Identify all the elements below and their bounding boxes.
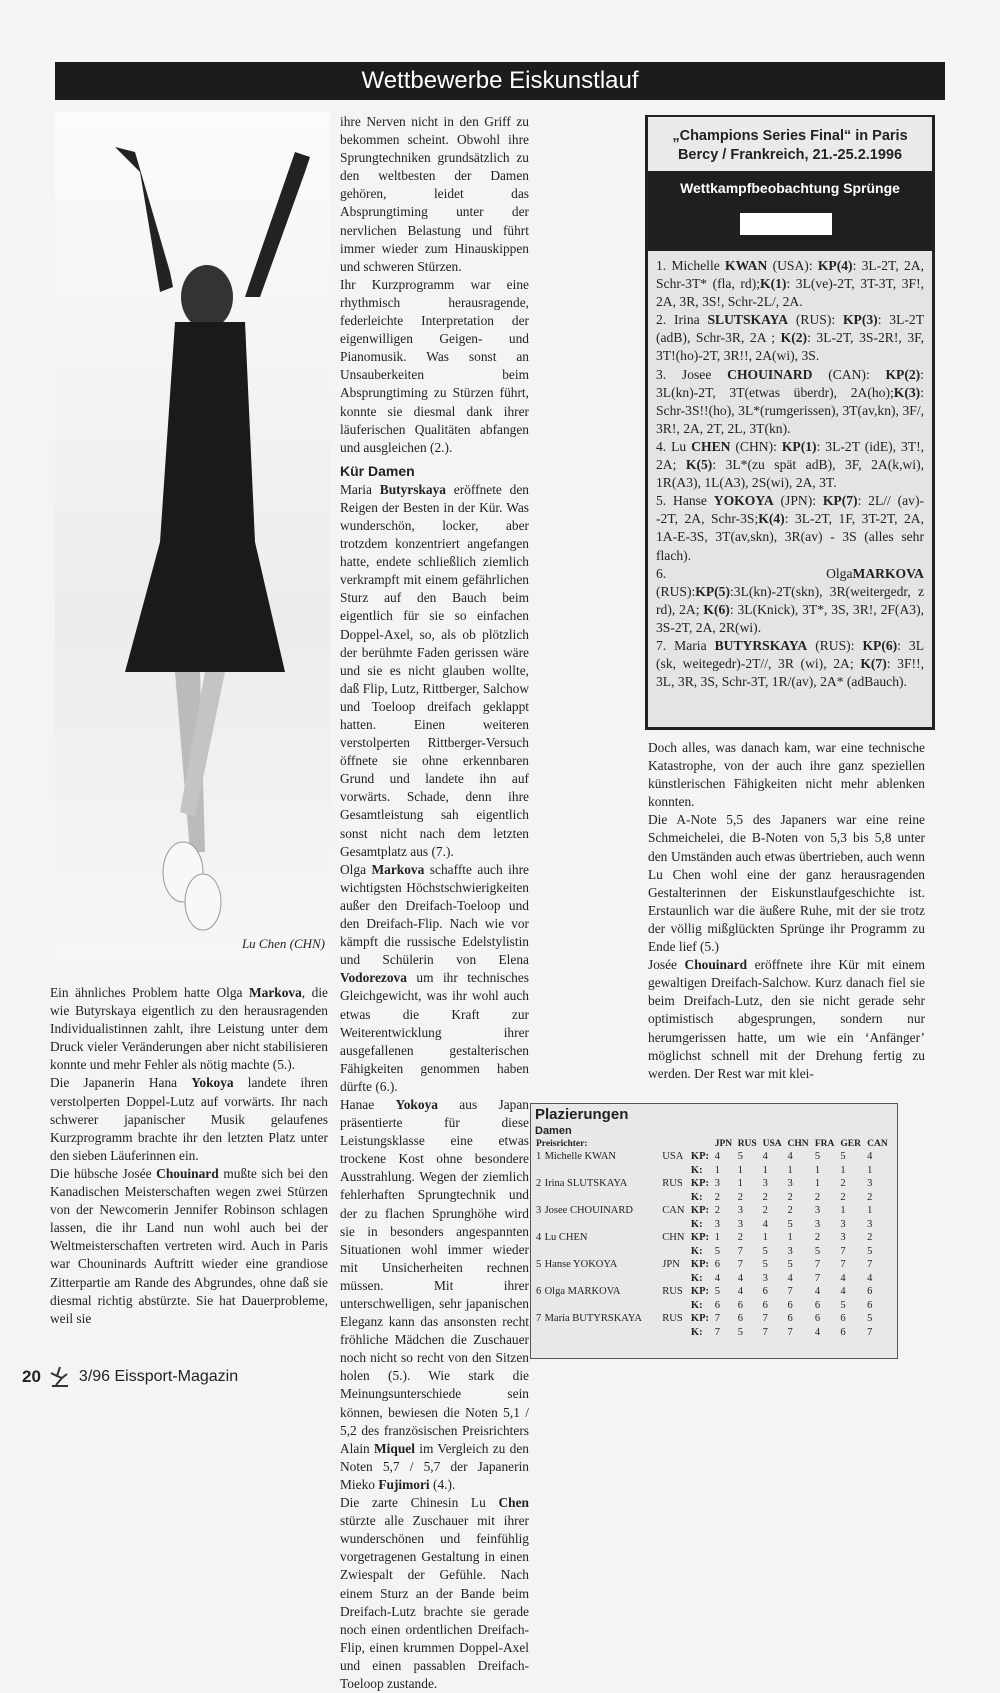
placement-cell: 7: [814, 1259, 821, 1270]
paragraph: [656, 366, 924, 438]
text-run: : 3F!!, 3L, 3R, 3S, Schr-3T, 1R/(av), 2A* (adBauch).: [656, 656, 924, 690]
text-run: Maria: [340, 481, 380, 497]
placement-cell: 5: [840, 1299, 846, 1311]
text-run: im Vergleich zu den Noten 5,7 / 5,7 der Japanerin Mieko: [340, 1440, 529, 1492]
segment-label: KP:: [690, 1286, 709, 1297]
bold-name: KP(5): [695, 583, 731, 599]
bold-name: K(7): [860, 656, 887, 672]
placement-cell: 7: [762, 1313, 768, 1324]
nation-cell: RUS: [662, 1286, 683, 1297]
table-row: [535, 1299, 893, 1313]
segment-label: KP:: [690, 1151, 709, 1162]
placement-cell: 6: [737, 1313, 743, 1324]
paragraph: [656, 492, 924, 564]
rank-cell: 5: [536, 1259, 542, 1270]
table-row: [535, 1326, 893, 1340]
photo-caption: Lu Chen (CHN): [241, 936, 325, 951]
placement-cell: 7: [714, 1313, 720, 1324]
empty-cell: [535, 1218, 690, 1232]
bold-name: KP(1): [781, 438, 817, 454]
rank-cell: 7: [536, 1313, 542, 1324]
segment-label: K:: [690, 1272, 703, 1284]
placement-cell: 3: [840, 1218, 846, 1230]
placement-cell: 2: [867, 1232, 873, 1243]
placement-cell: 1: [787, 1164, 793, 1176]
nation-cell: RUS: [662, 1313, 683, 1324]
placement-cell: 1: [714, 1232, 720, 1243]
placement-cell: 7: [787, 1326, 793, 1338]
placement-cell: 2: [787, 1191, 793, 1203]
bold-name: KP(3): [842, 312, 878, 328]
nation-cell: USA: [662, 1151, 684, 1162]
bold-name: MARKOVA: [852, 565, 924, 581]
placement-cell: 5: [814, 1151, 821, 1162]
table-row: [535, 1204, 893, 1218]
placement-cell: 6: [814, 1313, 821, 1324]
jump-observation-box: [645, 115, 935, 730]
judge-header: RUS: [737, 1139, 757, 1149]
text-run: Ein ähnliches Problem hatte Olga: [50, 985, 249, 1000]
placement-cell: 2: [762, 1205, 768, 1216]
paragraph: [340, 1096, 529, 1494]
placement-cell: 4: [714, 1151, 720, 1162]
text-run: (USA):: [767, 258, 818, 273]
rank-cell: 6: [536, 1286, 542, 1297]
segment-label: K:: [690, 1164, 703, 1176]
bold-name: KP(4): [817, 258, 853, 273]
placement-cell: 1: [867, 1205, 873, 1216]
placement-cell: 1: [787, 1232, 793, 1243]
paragraph: [648, 811, 925, 956]
placement-cell: 5: [714, 1245, 720, 1257]
text-run: : 2L// (av)--2T, 2A, Schr-3S;: [656, 493, 925, 527]
page-number: 20: [22, 1367, 41, 1386]
skater-name-cell: Maria BUTYRSKAYA: [544, 1313, 642, 1324]
segment-label: K:: [690, 1191, 703, 1203]
placement-cell: 5: [867, 1313, 873, 1324]
placement-cell: 4: [840, 1272, 846, 1284]
placement-cell: 7: [737, 1259, 743, 1270]
placement-cell: 6: [787, 1313, 793, 1324]
paragraph: [340, 276, 529, 457]
placement-cell: 6: [867, 1299, 873, 1311]
placement-cell: 3: [840, 1232, 846, 1243]
judge-header: CHN: [787, 1139, 809, 1149]
placement-cell: 3: [762, 1272, 768, 1284]
placement-cell: 6: [840, 1313, 846, 1324]
judge-header: CAN: [867, 1139, 888, 1149]
placement-cell: 5: [737, 1151, 743, 1162]
text-run: : 3L-2T, 2A, Schr-3T* (fla, rd);: [656, 258, 924, 292]
placement-cell: 2: [714, 1205, 720, 1216]
placement-cell: 4: [814, 1326, 821, 1338]
text-run: 4. Lu: [656, 438, 692, 454]
text-run: (4.).: [429, 1476, 456, 1492]
placement-cell: 5: [787, 1259, 793, 1270]
text-run: : 3L(ve)-2T, 3T-3T, 3F!, 2A, 3R, 3S!, Schr-2L/, 2A.: [656, 276, 924, 310]
bold-name: Markova: [248, 985, 302, 1000]
table-row: [535, 1245, 893, 1259]
text-run: : 3L*(zu spät adB), 3F, 2A(k,wi), 1R(A3), 1L(A3), 2S(wi), 2A, 3T.: [656, 457, 924, 491]
empty-cell: [535, 1245, 690, 1259]
placements-subtitle: Damen: [535, 1125, 572, 1137]
placement-cell: 1: [762, 1164, 768, 1176]
empty-cell: [535, 1191, 690, 1205]
rank-cell: 2: [536, 1178, 542, 1189]
rank-cell: 1: [536, 1151, 542, 1162]
bold-name: K(3): [893, 384, 921, 400]
placement-cell: 5: [840, 1151, 846, 1162]
judge-header: USA: [762, 1139, 782, 1149]
bold-name: CHEN: [691, 438, 731, 454]
table-row: [535, 1272, 893, 1286]
text-run: (RUS):: [788, 312, 843, 328]
table-row: [535, 1258, 893, 1272]
bold-name: SLUTSKAYA: [707, 312, 789, 328]
placement-cell: 7: [787, 1286, 793, 1297]
section-header: [55, 62, 945, 100]
bold-name: Fujimori: [378, 1476, 430, 1492]
segment-label: KP:: [690, 1313, 709, 1324]
placement-cell: 3: [737, 1218, 743, 1230]
placement-cell: 4: [737, 1286, 743, 1297]
middle-column: [340, 113, 529, 1693]
placement-cell: 7: [814, 1272, 821, 1284]
text-run: 2. Irina: [656, 312, 708, 328]
bold-name: Vodorezova: [340, 970, 407, 986]
nation-cell: RUS: [662, 1178, 683, 1189]
text-run: schaffte auch ihre wichtigsten Höchstschwierigkeiten außer den Dreifach-Toeloop und den Dreifach-Flip. Nach wie vor kämpft die russische Edelstylistin und Schülerin von Elena: [340, 861, 529, 968]
placement-cell: 3: [787, 1178, 793, 1189]
paragraph: [648, 739, 925, 811]
bold-name: Yokoya: [395, 1096, 438, 1112]
placement-cell: 2: [762, 1191, 768, 1203]
bold-name: K(4): [758, 511, 785, 527]
placement-cell: 2: [737, 1232, 743, 1243]
placement-cell: 4: [814, 1286, 821, 1297]
paragraph: [50, 984, 328, 1074]
text-run: (RUS):: [656, 583, 696, 599]
placement-cell: 4: [714, 1272, 720, 1284]
paragraph: [340, 1494, 529, 1693]
segment-label: KP:: [690, 1178, 709, 1189]
text-run: : 3L-2T, 1F, 3T-2T, 2A, 1A-E-3S, 3T(av,skn), 3R(av) - 3S (alles sehr flach).: [656, 511, 924, 563]
text-run: : 3L-2T, 3S-2R!, 3F, 3T!(ho)-2T, 3R!!, 2A(wi), 3S.: [656, 330, 924, 364]
text-run: landete ihren verstolperten Doppel-Lutz auf vorwärts. Ihr nach schwerer japanischer Musik gelaufenes Kurzprogramm brachte ihr den letzten Platz unter den sieben Läuferinnen ein.: [50, 1075, 329, 1163]
text-run: Hanae: [340, 1096, 396, 1112]
bold-name: Chouinard: [684, 957, 748, 973]
bold-name: KP(7): [822, 493, 858, 509]
text-run: 1. Michelle: [656, 258, 726, 273]
placement-cell: 1: [840, 1164, 846, 1176]
placement-cell: 1: [840, 1205, 846, 1216]
left-column: [50, 984, 328, 1328]
placement-cell: 5: [814, 1245, 821, 1257]
text-run: :3L(kn)-2T(skn), 3R(weitergedr, z rd), 2A;: [656, 583, 924, 617]
placement-cell: 7: [737, 1245, 743, 1257]
text-run: eröffnete ihre Kür mit einem gewaltigen Dreifach-Salchow. Kurz danach fiel sie beim Dreifach-Lutz, den sie nicht gerade sehr optimistisch abgesprungen, sondern nur herumgerissen hatte, um wie ein ‘Anfänger’ möglichst schnell mit der Drehung fertig zu werden. Der Rest war mit klei-: [648, 957, 925, 1081]
skater-photo: [55, 112, 330, 960]
placement-cell: 6: [737, 1299, 743, 1311]
segment-label: KP:: [690, 1205, 709, 1216]
box-subtitle: Wettkampfbeobachtung Sprünge: [648, 171, 932, 205]
skater-name-cell: Lu CHEN: [544, 1232, 588, 1243]
bold-name: K(5): [685, 457, 713, 473]
text-run: (CAN):: [812, 366, 886, 382]
empty-cell: [535, 1164, 690, 1178]
placement-cell: 1: [814, 1164, 821, 1176]
bold-name: Butyrskaya: [379, 481, 446, 497]
text-run: eröffnete den Reigen der Besten in der Kür. Was wunderschön, locker, aber trotzdem konzentriert angefangen hatte, endete schließlich ziemlich verkrampft mit einem gefährlichen Sturz auf den Bauch beim eigentlich für sie so einfachen Doppel-Axel, so, als ob plötzlich der berühmte Faden gerissen wäre und sie es nicht glauben wollte, daß Flip, Lutz, Rittberger, Salchow und Toeloop dreifach geklappt hatten. Einen weiteren verstolperten Rittberger-Versuch öffnete sie ohne erkennbaren Grund und landete ihn auf vorwärts. Schade, denn ihre Gesamtleistung sah eigentlich sonst nicht nach dem letzten Gesamtplatz aus (7.).: [340, 481, 529, 859]
placement-cell: 6: [867, 1286, 873, 1297]
table-row: [535, 1191, 893, 1205]
placement-cell: 6: [787, 1299, 793, 1311]
placements-title: Plazierungen: [535, 1106, 629, 1123]
table-row: [535, 1164, 893, 1178]
paragraph: [648, 956, 925, 1083]
bold-name: YOKOYA: [713, 493, 774, 509]
paragraph: [656, 637, 924, 691]
table-row: [535, 1312, 893, 1326]
placement-cell: 3: [867, 1218, 873, 1230]
placement-cell: 2: [714, 1191, 720, 1203]
placement-cell: 3: [867, 1178, 873, 1189]
text-run: aus Japan präsentierte für diese Leistungsklasse eine etwas trockene Kost ohne besondere Ausstrahlung. Wegen der ziemlich fehlerhaften Sprungtechnik und der zu flachen Sprunghöhe wird sie in besonders angespannten Situationen wohl immer wieder mit Unsicherheiten rechnen müssen. Mit ihrer unterschwelligen, sehr japanischen Eleganz kann das ansonsten recht fröhliche Mädchen die Zuschauer noch nicht so recht von den Sitzen holen (5.). Wie stark die Meinungsunterschiede sein können, bewiesen die Noten 5,1 / 5,2 des französischen Preisrichters Alain: [340, 1096, 529, 1456]
skater-logo-icon: [47, 1364, 73, 1390]
text-run: Die Japanerin Hana: [50, 1075, 192, 1091]
text-run: , die wie Butyrskaya eigentlich zu den herausragenden Individualistinnen zahlt, ihre Leistung unter dem Druck vieler Veränderungen aber nicht stabilisieren konnte und mehr Fehler als nötig machte (5.).: [50, 985, 328, 1073]
empty-cell: [535, 1272, 690, 1286]
placement-cell: 4: [787, 1272, 793, 1284]
placement-cell: 1: [762, 1232, 768, 1243]
page-footer: [22, 1364, 238, 1390]
placement-cell: 2: [787, 1205, 793, 1216]
placement-cell: 4: [867, 1272, 873, 1284]
empty-cell: [535, 1299, 690, 1313]
placement-cell: 2: [840, 1178, 846, 1189]
bold-name: CHOUINARD: [727, 366, 813, 382]
nation-cell: JPN: [662, 1259, 680, 1270]
table-row: [535, 1285, 893, 1299]
segment-label: KP:: [690, 1232, 709, 1243]
placement-cell: 7: [867, 1259, 873, 1270]
placement-cell: 7: [762, 1326, 768, 1338]
rank-cell: 3: [536, 1205, 542, 1216]
segment-label: KP:: [690, 1259, 709, 1270]
placement-cell: 1: [737, 1164, 743, 1176]
text-run: um ihr technisches Gleichgewicht, was ihr wohl auch etwas die Kraft zur Weiterentwicklung ihrer ausgefallenen gestalterischen Fähigkeiten genommen haben dürfte (6.).: [340, 970, 529, 1094]
paragraph: [340, 481, 529, 861]
segment-label: K:: [690, 1245, 703, 1257]
placement-cell: 6: [714, 1259, 720, 1270]
paragraph: [340, 113, 529, 276]
placement-cell: 3: [787, 1245, 793, 1257]
bold-name: Chouinard: [156, 1165, 219, 1181]
placement-cell: 4: [787, 1151, 793, 1162]
placement-cell: 4: [867, 1151, 873, 1162]
placement-cell: 5: [737, 1326, 743, 1338]
judge-header: GER: [840, 1139, 861, 1149]
table-row: [535, 1150, 893, 1164]
table-row: [535, 1218, 893, 1232]
placement-cell: 3: [762, 1178, 768, 1189]
paragraph: [50, 1165, 328, 1328]
text-run: stürzte alle Zuschauer mit ihrer wunderschönen und feinfühlig vorgetragenen Gestaltung in einen Zwiespalt der Gefühle. Nach einem Sturz an der Bande beim Dreifach-Lutz brachte sie gerade noch einen ordentlichen Dreifach-Flip, einen krummen Doppel-Axel und einen passablen Dreifach-Toeloop zustande.: [340, 1513, 529, 1691]
text-run: Die zarte Chinesin Lu: [340, 1495, 499, 1511]
text-run: 5. Hanse: [656, 493, 714, 509]
placement-cell: 6: [814, 1299, 821, 1311]
judges-label: Preisrichter:: [536, 1139, 588, 1149]
placement-cell: 4: [737, 1272, 743, 1284]
placement-cell: 3: [737, 1205, 743, 1216]
placement-cell: 6: [840, 1326, 846, 1338]
placement-cell: 1: [814, 1178, 821, 1189]
placement-cell: 2: [814, 1232, 821, 1243]
placement-cell: 4: [762, 1151, 768, 1162]
placement-cell: 5: [867, 1245, 873, 1257]
placement-cell: 3: [714, 1178, 720, 1189]
placement-cell: 2: [867, 1191, 873, 1203]
text-run: Josée: [648, 957, 685, 973]
skater-name-cell: Josee CHOUINARD: [544, 1205, 633, 1216]
placement-cell: 3: [814, 1218, 821, 1230]
text-run: (JPN):: [773, 493, 823, 509]
placement-cell: 6: [762, 1299, 768, 1311]
placement-cell: 4: [762, 1218, 768, 1230]
placement-cell: 3: [814, 1205, 821, 1216]
placement-cell: 7: [714, 1326, 720, 1338]
text-run: (RUS):: [807, 637, 863, 653]
placement-cell: 2: [840, 1191, 846, 1203]
text-run: 6. Olga: [656, 565, 853, 581]
text-run: : 3L-2T (adB), Schr-3R, 2A ;: [656, 312, 925, 346]
placement-cell: 6: [714, 1299, 720, 1311]
bold-name: KP(6): [862, 637, 898, 653]
placement-cell: 5: [714, 1286, 720, 1297]
empty-cell: [535, 1326, 690, 1340]
box-title: „Champions Series Final“ in Paris Bercy / Frankreich, 21.-25.2.1996: [648, 117, 932, 171]
skater-silhouette-icon: [55, 112, 330, 960]
bold-name: KP(2): [885, 366, 921, 382]
paragraph: [656, 257, 924, 311]
placement-cell: 5: [762, 1259, 768, 1270]
bold-name: BUTYRSKAYA: [714, 637, 808, 653]
placement-cell: 1: [867, 1164, 873, 1176]
placement-cell: 2: [737, 1191, 743, 1203]
skater-name-cell: Olga MARKOVA: [544, 1286, 621, 1297]
paragraph: [340, 861, 529, 1096]
judge-header: FRA: [814, 1139, 835, 1149]
placement-cell: 1: [737, 1178, 743, 1189]
skater-name-cell: Michelle KWAN: [544, 1151, 617, 1162]
placement-cell: 2: [814, 1191, 821, 1203]
text-run: : 3L(Knick), 3T*, 3S, 3R!, 2F(A3), 3S-2T, 2A, 2R(wi).: [656, 601, 925, 635]
nation-cell: CAN: [662, 1205, 685, 1216]
section-title: Wettbewerbe Eiskunstlauf: [361, 67, 639, 94]
placement-cell: 3: [714, 1218, 720, 1230]
text-run: : 3L (sk, weitegedr)-2T//, 3R (wi), 2A;: [656, 637, 925, 672]
segment-label: K:: [690, 1299, 703, 1311]
segment-label: K:: [690, 1326, 703, 1338]
bold-name: K(1): [760, 276, 787, 292]
redacted-area: [648, 205, 932, 251]
placement-cell: 7: [840, 1245, 846, 1257]
text-run: 7. Maria: [656, 637, 715, 653]
paragraph: [656, 311, 924, 365]
bold-name: KWAN: [725, 258, 768, 273]
bold-name: Yokoya: [191, 1075, 234, 1091]
placement-cell: 5: [787, 1218, 793, 1230]
skater-name-cell: Hanse YOKOYA: [544, 1259, 618, 1270]
placements-table: [530, 1103, 898, 1359]
text-run: (CHN):: [730, 438, 782, 454]
text-run: ihre Nerven nicht in den Griff zu bekommen scheint. Obwohl ihre Sprungtechniken grundsätzlich zu den weltbesten der Damen gehören, leidet das Absprungtiming unter der nervlichen Belastung und führt immer wieder zum Hinauskippen und schweren Stürzen.: [340, 114, 529, 274]
table-row: [535, 1177, 893, 1191]
issue-label: 3/96 Eissport-Magazin: [78, 1368, 239, 1385]
text-run: Doch alles, was danach kam, war eine technische Katastrophe, von der auch ihre ganz speziellen künstlerischen Fähigkeiten nicht mehr ablenken konnten.: [648, 740, 925, 810]
subheading-kuer-damen: Kür Damen: [340, 462, 415, 479]
placement-cell: 5: [762, 1245, 768, 1257]
paragraph: [50, 1074, 328, 1164]
judge-header: JPN: [714, 1139, 733, 1149]
nation-cell: CHN: [662, 1232, 685, 1243]
bold-name: K(6): [703, 601, 730, 617]
bold-name: Markova: [371, 861, 425, 877]
text-run: 3. Josee: [656, 366, 728, 382]
bold-name: K(2): [780, 330, 808, 346]
text-run: : 3L-2T (idE), 3T!, 2A;: [656, 438, 925, 473]
text-run: mußte sich bei den Kanadischen Meisterschaften wegen zwei Stürzen von der Newcomerin Jennifer Robinson schlagen lassen, die ihr Land nun wohl auch bei der Weltmeisterschaften vertreten wird. Auch in Paris war Chouninards Auftritt wieder eine grandiose Zitterpartie am Rande des Abgrundes, ohne daß sie diesmal richtig abstürzte. Sie hat Dauerprobleme, weil sie: [50, 1165, 329, 1326]
table-row: [535, 1231, 893, 1245]
text-run: Die A-Note 5,5 des Japaners war eine reine Schmeichelei, die B-Noten von 5,3 bis 5,8 unter den Umständen auch etwas übertrieben, auch wenn Lu Chen wohl eine der ganz herausragenden Gestalterinnen der Eiskunstlaufgeschichte ist. Erstaunlich war die äußere Ruhe, mit der sie trotz der völlig mißglückten Sprünge ihr Programm zu Ende lief (5.): [648, 812, 925, 955]
skater-name-cell: Irina SLUTSKAYA: [544, 1178, 628, 1189]
placement-cell: 4: [840, 1286, 846, 1297]
right-column: [648, 739, 925, 1083]
text-run: Die hübsche Josée: [50, 1165, 157, 1181]
placement-cell: 6: [762, 1286, 768, 1297]
placement-cell: 7: [867, 1326, 873, 1338]
segment-label: K:: [690, 1218, 703, 1230]
placement-cell: 1: [714, 1164, 720, 1176]
text-run: Olga: [340, 861, 372, 877]
placement-cell: 7: [840, 1259, 846, 1270]
text-run: : 3L(kn)-2T, 3T(etwas überdr), 2A(ho);: [656, 366, 924, 400]
rank-cell: 4: [536, 1232, 542, 1243]
text-run: Ihr Kurzprogramm war eine rhythmisch herausragende, federleichte Interpretation der eigenwilligen Geigen- und Pianomusik. Was sonst an Unsauberkeiten beim Absprungtiming zu Stürzen führt, konnte sie diesmal dank ihrer läuferischen Qualitäten abfangen und ausgleichen (2.).: [340, 276, 529, 455]
paragraph: [656, 438, 924, 492]
text-run: : Schr-3S!!(ho), 3L*(rumgerissen), 3T(av,kn), 3F/, 3R!, 2A, 2T, 2L, 3T(kn).: [656, 384, 924, 436]
bold-name: Chen: [498, 1495, 529, 1511]
paragraph: [656, 565, 924, 637]
bold-name: Miquel: [374, 1440, 415, 1456]
